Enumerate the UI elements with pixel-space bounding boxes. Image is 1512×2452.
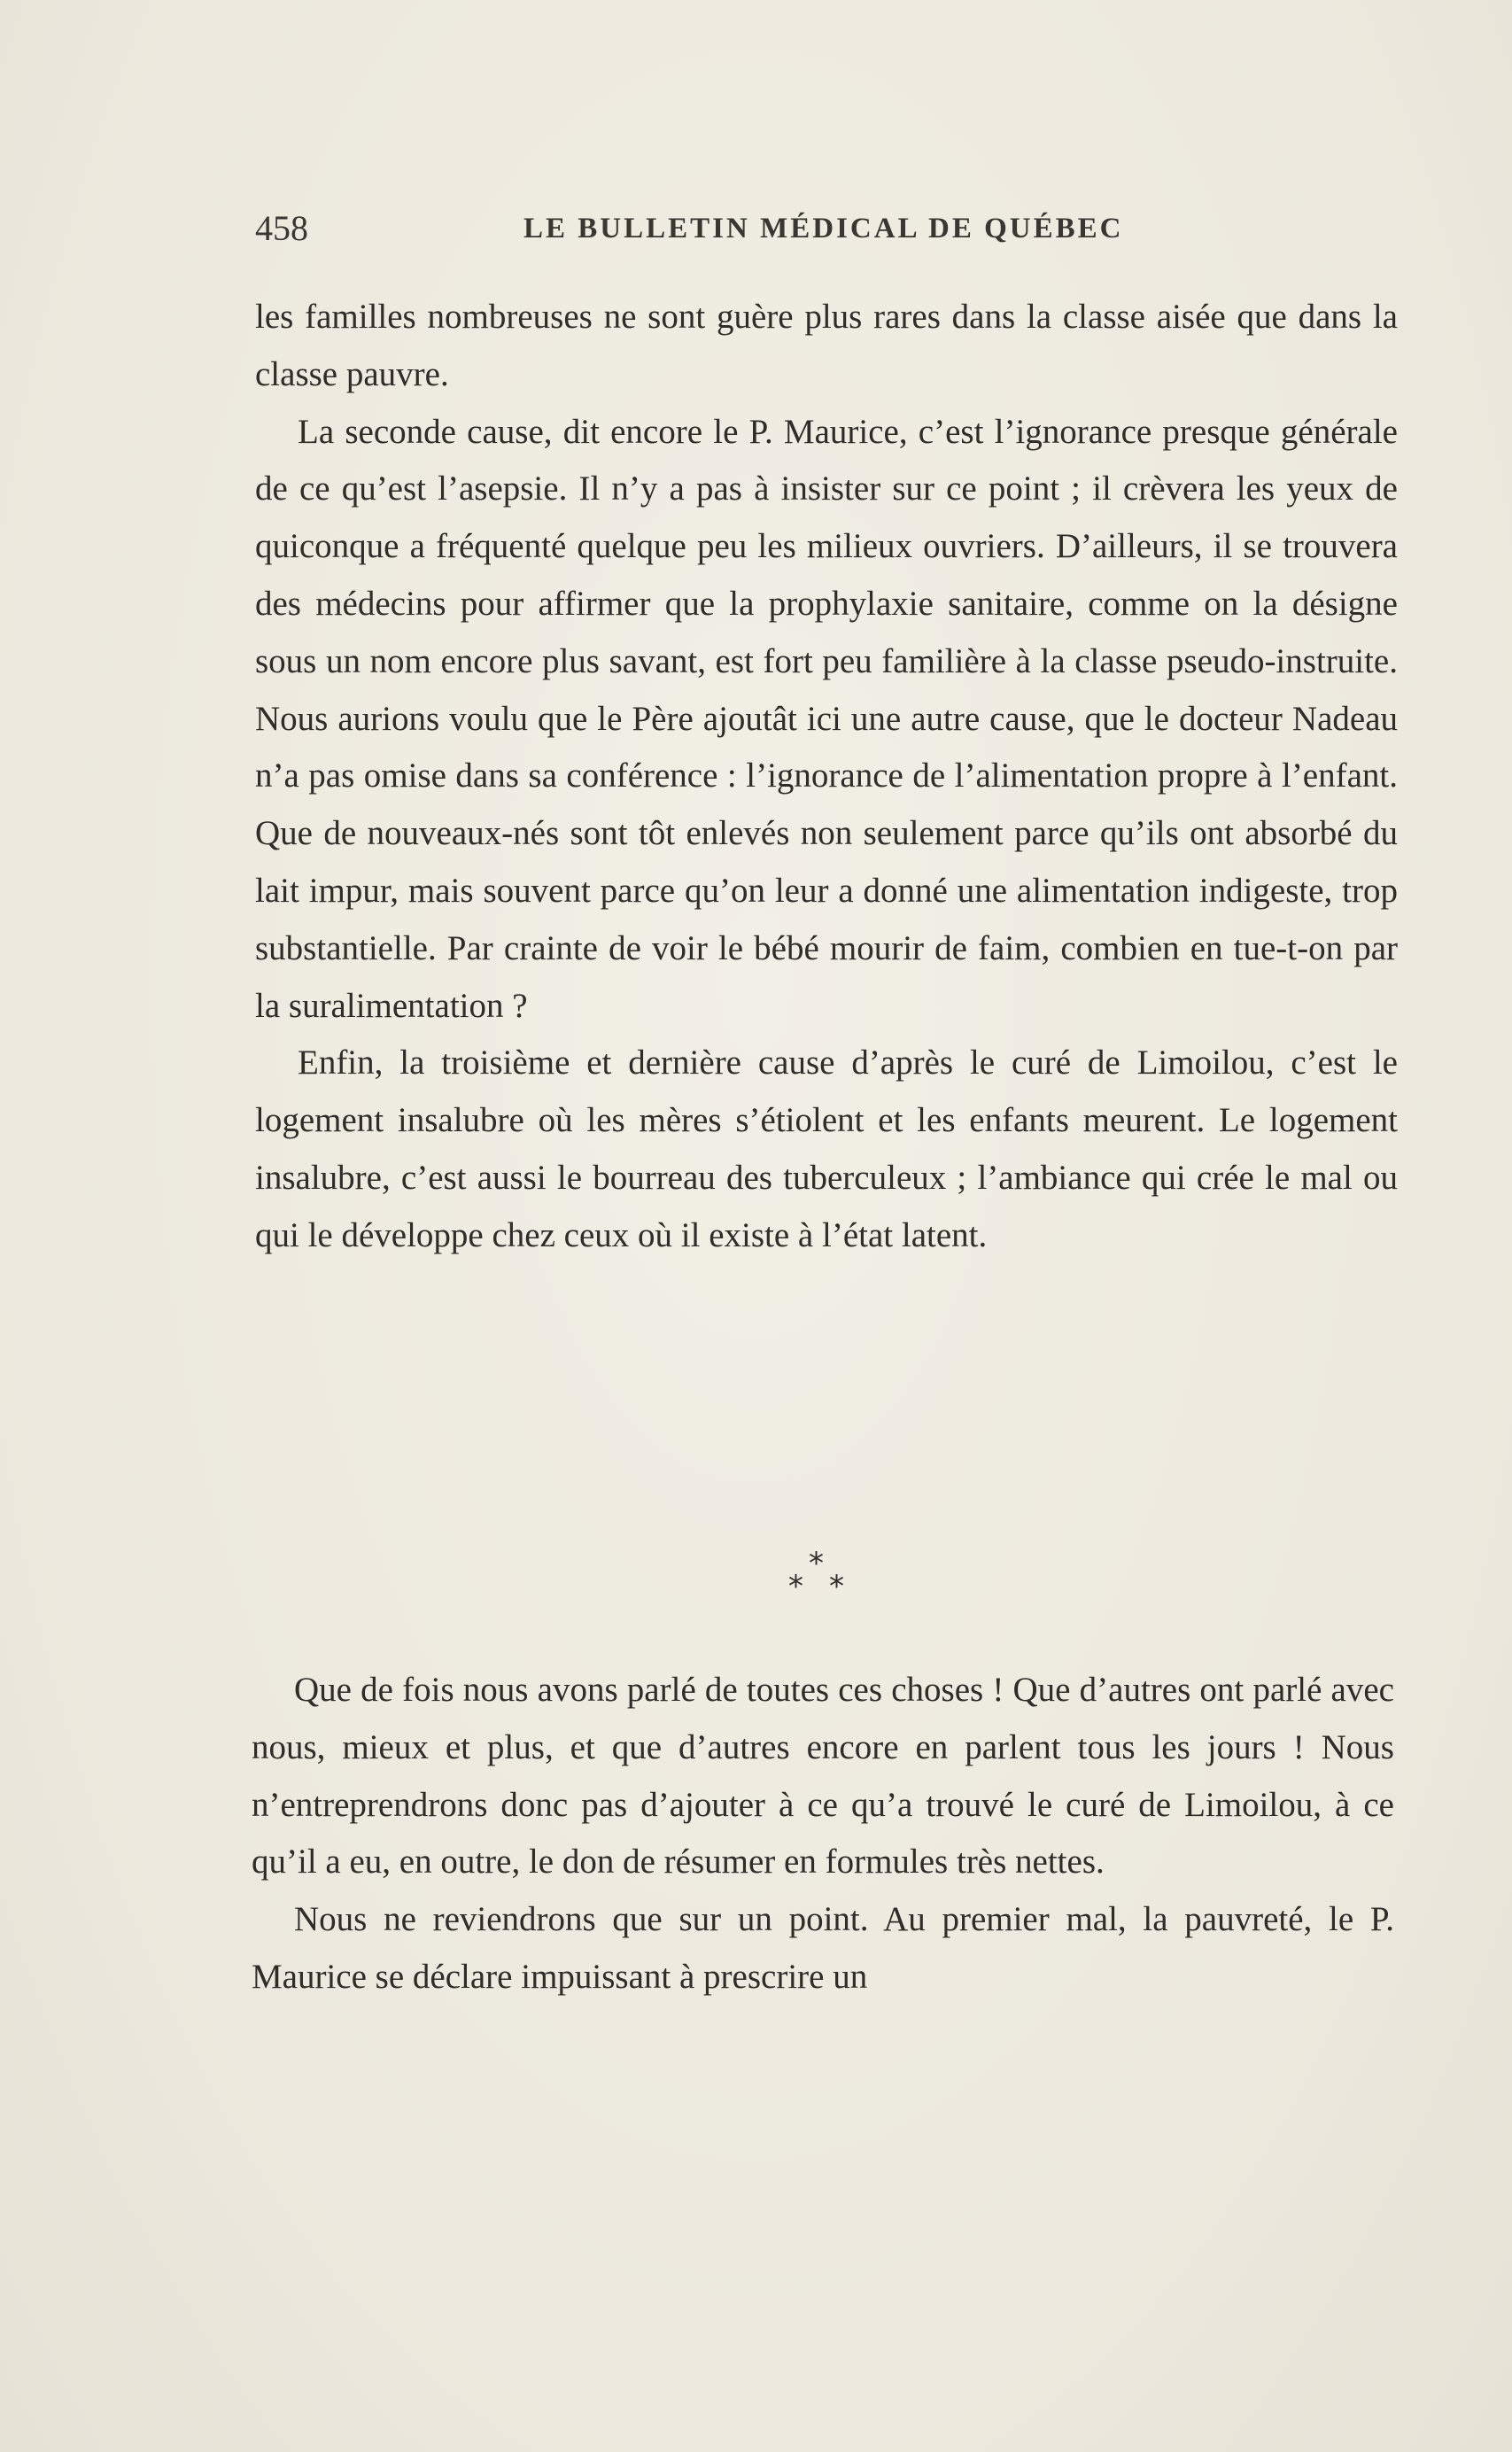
text-block-bottom bbox=[252, 1662, 1394, 2006]
asterism-star: * bbox=[809, 1546, 824, 1581]
text-block-top bbox=[255, 289, 1398, 1265]
paragraph-continued: les familles nombreuses ne sont guère plus rares dans la classe aisée que dans la classe pauvre. bbox=[255, 298, 1398, 393]
asterism-star: * bbox=[829, 1569, 844, 1604]
paragraph-second-cause: La seconde cause, dit encore le P. Maurice, c’est l’ignorance presque générale de ce qu’est l’asepsie. Il n’y a pas à insister sur ce point ; il crèvera les yeux de quiconque a fréquenté quelque peu les milieux ouvriers. D’ailleurs, il se trouvera des médecins pour affirmer que la prophylaxie sanitaire, comme on la désigne sous un nom encore plus savant, est fort peu familière à la classe pseudo-instruite. Nous aurions voulu que le Père ajoutât ici une autre cause, que le docteur Nadeau n’a pas omise dans sa conférence : l’ignorance de l’alimentation propre à l’enfant. Que de nouveaux-nés sont tôt enlevés non seulement parce qu’ils ont absorbé du lait impur, mais souvent parce qu’on leur a donné une alimentation indigeste, trop substantielle. Par crainte de voir le bébé mourir de faim, combien en tue-t-on par la suralimentation ? bbox=[255, 412, 1398, 1025]
journal-title: LE BULLETIN MÉDICAL DE QUÉBEC bbox=[523, 213, 1124, 244]
asterism-separator bbox=[787, 1548, 857, 1619]
paragraph-third-cause: Enfin, la troisième et dernière cause d’après le curé de Limoilou, c’est le logement insalubre où les mères s’étiolent et les enfants meurent. Le logement insalubre, c’est aussi le bourreau des tuberculeux ; l’ambiance qui crée le mal ou qui le développe chez ceux où il existe à l’état latent. bbox=[255, 1044, 1398, 1254]
running-header bbox=[255, 200, 1398, 257]
paragraph-que-de-fois: Que de fois nous avons parlé de toutes ces choses ! Que d’autres ont parlé avec nous, mieux et plus, et que d’autres encore en parlent tous les jours ! Nous n’entreprendrons donc pas d’ajouter à ce qu’a trouvé le curé de Limoilou, à ce qu’il a eu, en outre, le don de résumer en formules très nettes. bbox=[252, 1671, 1394, 1882]
page-number: 458 bbox=[255, 208, 308, 248]
paragraph-un-point: Nous ne reviendrons que sur un point. Au premier mal, la pauvreté, le P. Maurice se déclare impuissant à prescrire un bbox=[252, 1900, 1394, 1996]
asterism-star: * bbox=[788, 1569, 803, 1604]
